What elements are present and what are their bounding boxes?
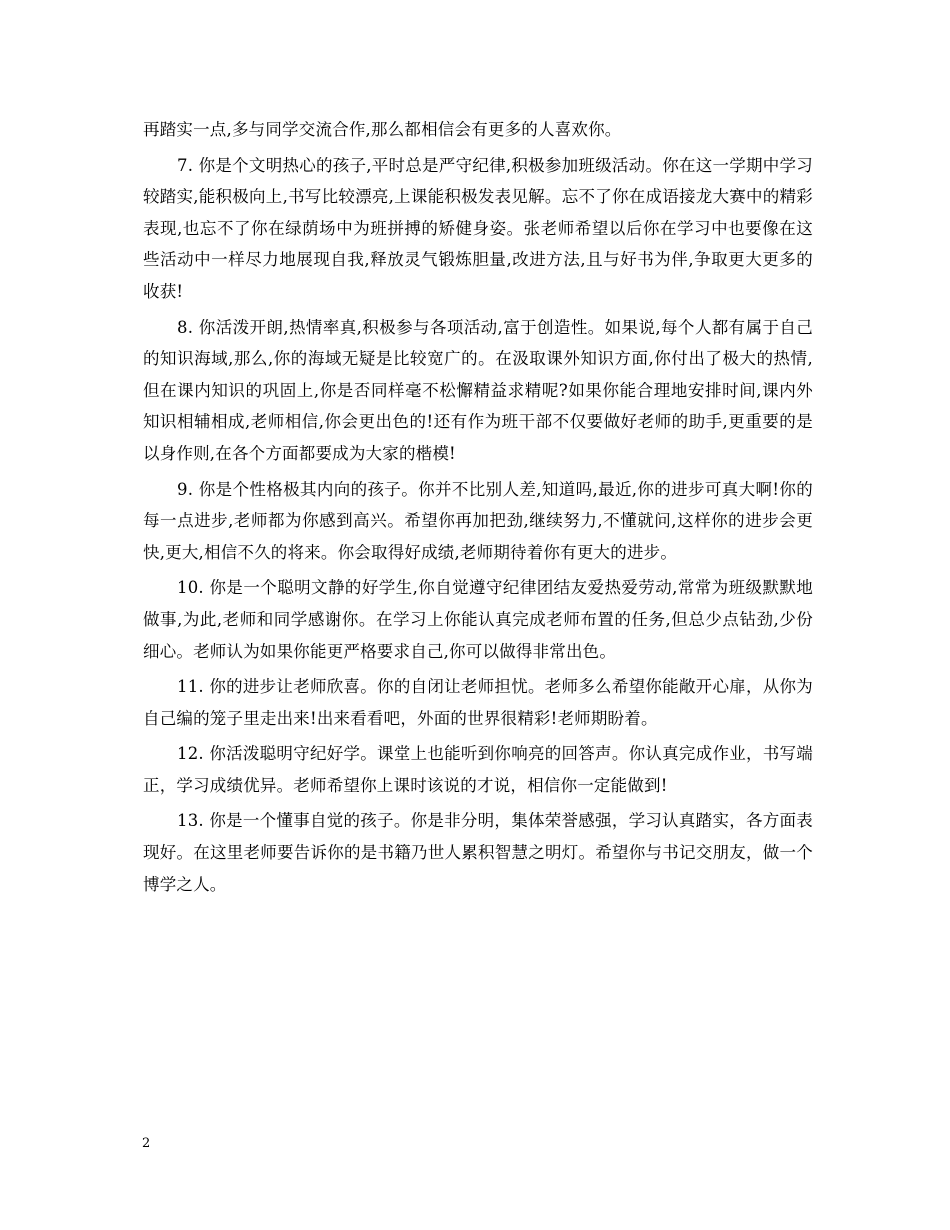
paragraph-item-7: 7. 你是个文明热心的孩子,平时总是严守纪律,积极参加班级活动。你在这一学期中学习较踏实,能积极向上,书写比较漂亮,上课能积极发表见解。忘不了你在成语接龙大赛中的精彩表现,也忘不了你在绿荫场中为班拼搏的矫健身姿。张老师希望以后你在学习中也要像在这些活动中一样尽力地展现自我,释放灵气锻炼胆量,改进方法,且与好书为伴,争取更大更多的收获! (143, 155, 813, 301)
paragraph-continuation: 再踏实一点,多与同学交流合作,那么都相信会有更多的人喜欢你。 (143, 120, 622, 139)
paragraph-item-13: 13. 你是一个懂事自觉的孩子。你是非分明，集体荣誉感强，学习认真踏实，各方面表现好。在这里老师要告诉你的是书籍乃世人累积智慧之明灯。希望你与书记交朋友，做一个博学之人。 (143, 811, 813, 894)
paragraph-item-8: 8. 你活泼开朗,热情率真,积极参与各项活动,富于创造性。如果说,每个人都有属于自己的知识海域,那么,你的海域无疑是比较宽广的。在汲取课外知识方面,你付出了极大的热情,但在课内知识的巩固上,你是否同样毫不松懈精益求精呢?如果你能合理地安排时间,课内外知识相辅相成,老师相信,你会更出色的!还有作为班干部不仅要做好老师的助手,更重要的是以身作则,在各个方面都要成为大家的楷模! (143, 317, 813, 463)
paragraph-item-10: 10. 你是一个聪明文静的好学生,你自觉遵守纪律团结友爱热爱劳动,常常为班级默默地做事,为此,老师和同学感谢你。在学习上你能认真完成老师布置的任务,但总少点钻劲,少份细心。老师认为如果你能更严格要求自己,你可以做得非常出色。 (143, 578, 813, 661)
page-number: 2 (142, 1136, 151, 1151)
paragraph-item-12: 12. 你活泼聪明守纪好学。课堂上也能听到你响亮的回答声。你认真完成作业，书写端正，学习成绩优异。老师希望你上课时该说的才说，相信你一定能做到! (143, 744, 813, 795)
paragraph-item-11: 11. 你的进步让老师欣喜。你的自闭让老师担忧。老师多么希望你能敞开心扉，从你为自己编的笼子里走出来!出来看看吧，外面的世界很精彩!老师期盼着。 (143, 677, 813, 728)
document-body (143, 114, 813, 904)
paragraph-item-9: 9. 你是个性格极其内向的孩子。你并不比别人差,知道吗,最近,你的进步可真大啊!你的每一点进步,老师都为你感到高兴。希望你再加把劲,继续努力,不懂就问,这样你的进步会更快,更大,相信不久的将来。你会取得好成绩,老师期待着你有更大的进步。 (143, 479, 813, 562)
